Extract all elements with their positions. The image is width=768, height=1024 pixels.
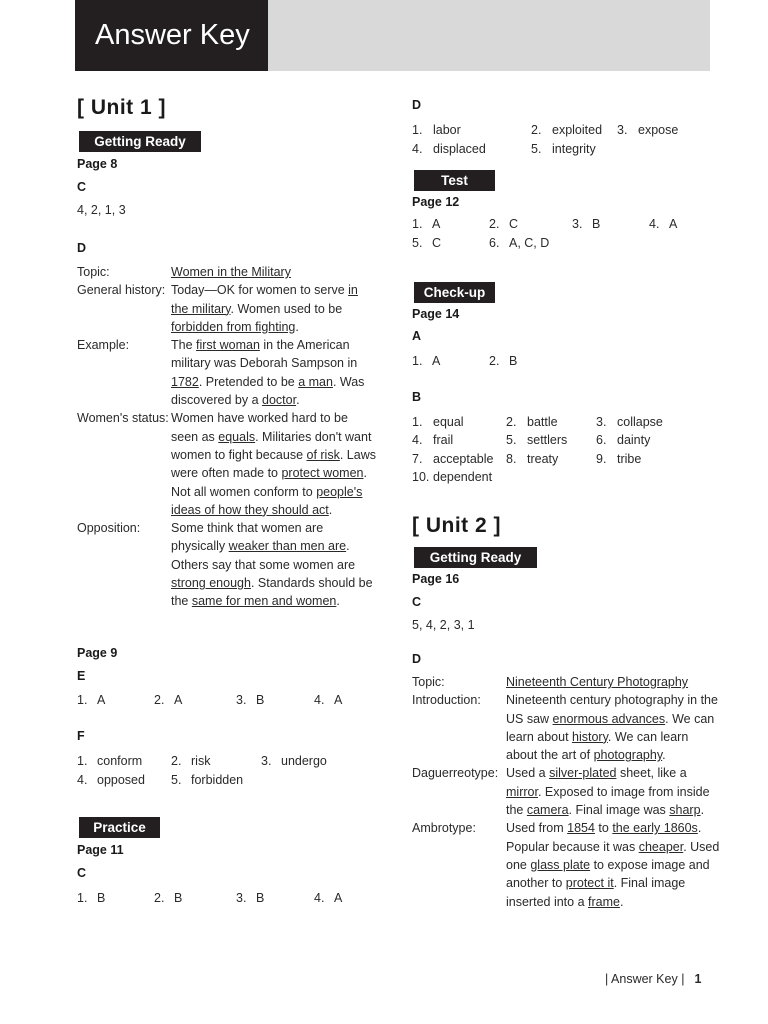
- answer-blank: forbidden from fighting: [171, 319, 296, 334]
- answer-item: [154, 889, 182, 907]
- note-segment: sheet, like a: [616, 766, 687, 781]
- note-label: Topic:: [412, 675, 445, 689]
- answer-item: [617, 121, 678, 139]
- answer-item: [77, 889, 105, 907]
- answer-row: [412, 468, 712, 486]
- answer-number: 3.: [236, 693, 247, 707]
- note-segment: Used from: [506, 821, 568, 836]
- answer-blank: protect women: [281, 466, 364, 481]
- note-segment: . Final image inserted into a: [506, 876, 686, 909]
- note-segment: . Others say that some women are: [171, 539, 356, 572]
- answer-number: 8.: [506, 451, 517, 466]
- answer-number: 1.: [77, 891, 88, 905]
- answer-row: [412, 215, 712, 233]
- note-segment: Today—OK for women to serve: [171, 283, 349, 298]
- note-segment: .: [662, 748, 666, 763]
- answer-number: 1.: [412, 354, 423, 368]
- answer-item: [506, 450, 558, 468]
- answer-item: [236, 691, 264, 709]
- note-segment: Women have worked hard to be seen as: [171, 411, 348, 444]
- answer-blank: a man: [298, 374, 333, 389]
- note-text: [171, 519, 377, 610]
- answer-value: dependent: [433, 469, 493, 484]
- page-label: Page 16: [412, 572, 460, 586]
- answer-item: [596, 431, 650, 449]
- section-letter: F: [77, 729, 85, 743]
- section-letter: C: [77, 866, 87, 880]
- answer-blank: Nineteenth Century Photography: [506, 675, 689, 689]
- note-segment: Some think that women are physically: [171, 521, 324, 554]
- note-segment: . Final image was: [568, 803, 670, 818]
- note-segment: . We can learn about the art of: [506, 729, 689, 763]
- answer-blank: frame: [588, 894, 620, 909]
- section-letter: D: [77, 241, 87, 255]
- note-segment: to expose image and another to: [506, 857, 710, 891]
- note-segment: .: [619, 894, 624, 909]
- answer-blank: glass plate: [530, 857, 591, 872]
- answer-number: 1.: [77, 754, 88, 768]
- answer-blank: sharp: [669, 803, 701, 818]
- note-row: [77, 336, 377, 409]
- answer-value: dainty: [617, 433, 651, 448]
- note-label: Opposition:: [77, 521, 141, 536]
- answer-value: A: [97, 693, 106, 707]
- answer-item: [531, 140, 596, 158]
- note-text: [171, 263, 377, 281]
- page-footer: [605, 972, 701, 986]
- answer-item: [489, 352, 517, 370]
- note-segment: . We can learn about: [506, 711, 715, 744]
- answer-value: settlers: [527, 433, 568, 448]
- answer-value: displaced: [433, 142, 486, 156]
- check-up-tag: Check-up: [414, 282, 495, 303]
- answer-value: A: [334, 891, 343, 905]
- answer-blank: history: [572, 729, 608, 744]
- answer-blank: silver-plated: [549, 766, 617, 781]
- answer-number: 2.: [154, 693, 165, 707]
- answer-value: opposed: [97, 773, 145, 787]
- answer-row: [412, 352, 712, 370]
- page-label: Page 11: [77, 843, 124, 857]
- answer-item: [412, 468, 492, 486]
- answer-value: treaty: [527, 451, 559, 466]
- answer-value: B: [509, 354, 518, 368]
- answer-value: B: [256, 693, 265, 707]
- note-segment: Used a: [506, 766, 550, 781]
- answer-blank: camera: [526, 803, 569, 818]
- answer-blank: 1782: [171, 374, 199, 389]
- section-letter: B: [412, 390, 422, 404]
- answer-item: [506, 431, 567, 449]
- answer-value: undergo: [281, 754, 327, 768]
- answer-blank: first woman: [196, 338, 260, 353]
- note-row: [77, 519, 377, 610]
- answer-blank: enormous advances: [552, 711, 666, 726]
- note-label: Ambrotype:: [412, 821, 476, 836]
- answer-value: B: [592, 217, 601, 231]
- note-segment: . Used one: [506, 839, 720, 872]
- answer-item: [412, 234, 441, 252]
- getting-ready-tag: Getting Ready: [79, 131, 201, 152]
- answer-number: 7.: [412, 451, 423, 466]
- answer-value: integrity: [552, 142, 596, 156]
- section-letter: A: [412, 329, 422, 343]
- note-label: General history:: [77, 283, 166, 298]
- note-row: [77, 281, 377, 336]
- answer-blank: people's ideas of how they should act: [171, 484, 363, 517]
- header-bar: [75, 0, 710, 71]
- answer-number: 1.: [412, 217, 423, 231]
- section-letter: D: [412, 652, 422, 666]
- answer-number: 3.: [236, 891, 247, 905]
- answer-item: [489, 234, 549, 252]
- answer-item: [314, 691, 342, 709]
- answer-number: 3.: [261, 754, 272, 768]
- section-letter: E: [77, 669, 86, 683]
- answer-value: conform: [97, 754, 143, 768]
- answer-item: [649, 215, 677, 233]
- answer-item: [412, 413, 464, 431]
- note-label: Introduction:: [412, 693, 481, 708]
- note-segment: . Women used to be: [230, 301, 343, 316]
- answer-number: 1.: [412, 123, 423, 137]
- answer-number: 5.: [531, 142, 542, 156]
- answer-row: [77, 691, 377, 709]
- page-label: Page 14: [412, 307, 460, 321]
- answer-value: collapse: [617, 415, 663, 429]
- answer-value: labor: [433, 123, 461, 137]
- answer-number: 2.: [489, 354, 500, 368]
- answer-value: battle: [527, 415, 558, 429]
- answer-row: [412, 431, 712, 449]
- answer-number: 3.: [572, 217, 583, 231]
- answer-number: 2.: [171, 754, 182, 768]
- answer-number: 4.: [412, 142, 423, 156]
- answer-value: equal: [433, 415, 464, 429]
- note-text: [171, 409, 377, 519]
- note-segment: . Exposed to image from inside the: [506, 784, 710, 818]
- answer-item: [171, 752, 210, 770]
- answer-number: 4.: [77, 773, 88, 787]
- answer-item: [154, 691, 182, 709]
- note-segment: .: [700, 803, 705, 818]
- note-row: [412, 673, 722, 691]
- answer-number: 4.: [314, 891, 325, 905]
- answer-number: 5.: [412, 236, 423, 250]
- note-text: [506, 764, 722, 819]
- answer-item: [314, 889, 342, 907]
- note-segment: . Pretended to be: [198, 374, 299, 389]
- answer-number: 2.: [506, 415, 517, 429]
- answer-number: 10.: [412, 469, 430, 484]
- notes-table: [412, 673, 722, 911]
- note-segment: . Militaries don't want women to fight because: [171, 429, 372, 462]
- answer-number: 2.: [489, 217, 500, 231]
- answer-value: A, C, D: [509, 236, 550, 250]
- answer-sequence: 4, 2, 1, 3: [77, 203, 126, 217]
- answer-item: [77, 691, 105, 709]
- note-segment: Nineteenth century photography in the US saw: [506, 693, 718, 726]
- answer-row: [412, 234, 712, 252]
- answer-blank: in the military: [171, 283, 358, 316]
- answer-item: [412, 450, 493, 468]
- answer-value: forbidden: [191, 773, 244, 787]
- answer-number: 5.: [171, 773, 182, 787]
- answer-item: [572, 215, 600, 233]
- answer-item: [171, 771, 243, 789]
- answer-row: [77, 771, 377, 789]
- answer-row: [412, 121, 712, 139]
- note-segment: .: [328, 502, 333, 517]
- answer-value: C: [509, 217, 519, 231]
- answer-number: 1.: [77, 693, 88, 707]
- note-segment: . Laws were often made to: [171, 447, 376, 481]
- answer-item: [77, 752, 142, 770]
- answer-blank: the early 1860s: [612, 821, 698, 836]
- answer-row: [412, 450, 712, 468]
- note-text: [171, 336, 377, 409]
- answer-value: exploited: [552, 123, 603, 137]
- answer-item: [412, 352, 440, 370]
- answer-sequence: 5, 4, 2, 3, 1: [412, 618, 475, 632]
- answer-item: [596, 450, 641, 468]
- answer-value: A: [432, 217, 441, 231]
- note-row: [77, 409, 377, 519]
- note-segment: .: [296, 393, 300, 408]
- answer-item: [531, 121, 602, 139]
- note-label: Daguerreotype:: [412, 766, 499, 781]
- note-segment: in the American military was Deborah Sampson in: [171, 338, 358, 371]
- answer-blank: 1854: [567, 821, 595, 836]
- answer-blank: of risk: [306, 447, 340, 462]
- answer-value: A: [432, 354, 441, 368]
- unit-2-title: [ Unit 2 ]: [412, 514, 501, 537]
- answer-value: A: [174, 693, 183, 707]
- answer-value: expose: [638, 123, 679, 137]
- answer-value: frail: [433, 433, 454, 448]
- answer-number: 1.: [412, 415, 423, 429]
- answer-value: C: [432, 236, 442, 250]
- page-number: 1: [694, 972, 702, 986]
- answer-number: 2.: [154, 891, 165, 905]
- answer-number: 6.: [489, 236, 500, 250]
- answer-row: [412, 140, 712, 158]
- note-text: [171, 281, 377, 336]
- answer-item: [412, 121, 461, 139]
- section-letter: C: [412, 595, 422, 609]
- page-label: Page 12: [412, 195, 460, 209]
- answer-blank: equals: [218, 429, 256, 444]
- note-segment: . Standards should be the: [171, 576, 373, 609]
- answer-number: 6.: [596, 433, 607, 448]
- answer-blank: cheaper: [638, 839, 684, 854]
- note-segment: . Was discovered by a: [171, 374, 365, 408]
- note-label: Example:: [77, 338, 130, 353]
- unit-1-title: [ Unit 1 ]: [77, 96, 166, 119]
- note-segment: The: [171, 338, 197, 353]
- answer-item: [596, 413, 663, 431]
- getting-ready-tag: Getting Ready: [414, 547, 537, 568]
- notes-table: [77, 263, 377, 611]
- answer-value: A: [669, 217, 678, 231]
- note-label: Women's status:: [77, 411, 169, 426]
- answer-item: [412, 140, 486, 158]
- footer-label: | Answer Key |: [605, 972, 685, 986]
- answer-blank: mirror: [506, 784, 538, 799]
- answer-item: [412, 215, 440, 233]
- test-tag: Test: [414, 170, 495, 191]
- answer-value: tribe: [617, 451, 642, 466]
- answer-item: [236, 889, 264, 907]
- answer-value: risk: [191, 754, 211, 768]
- note-row: [412, 764, 722, 819]
- answer-blank: Women in the Military: [171, 265, 291, 279]
- note-segment: .: [295, 319, 299, 334]
- answer-row: [77, 752, 377, 770]
- answer-number: 5.: [506, 433, 517, 448]
- answer-number: 9.: [596, 451, 607, 466]
- answer-number: 4.: [314, 693, 325, 707]
- answer-item: [261, 752, 327, 770]
- answer-row: [77, 889, 377, 907]
- answer-item: [77, 771, 145, 789]
- note-label: Topic:: [77, 265, 110, 279]
- note-text: [506, 819, 722, 910]
- answer-value: B: [97, 891, 106, 905]
- note-segment: .: [336, 594, 340, 609]
- note-text: [506, 673, 722, 691]
- answer-value: B: [256, 891, 265, 905]
- answer-blank: protect it: [565, 876, 614, 891]
- note-row: [412, 819, 722, 910]
- answer-item: [489, 215, 518, 233]
- page-label: Page 8: [77, 157, 118, 171]
- answer-item: [506, 413, 558, 431]
- answer-blank: weaker than men are: [228, 539, 347, 554]
- answer-number: 4.: [649, 217, 660, 231]
- answer-item: [412, 431, 453, 449]
- practice-tag: Practice: [79, 817, 160, 838]
- answer-number: 3.: [596, 415, 607, 429]
- answer-number: 4.: [412, 433, 423, 448]
- note-row: [77, 263, 377, 281]
- note-segment: . Popular because it was: [506, 821, 702, 854]
- section-letter: C: [77, 180, 87, 194]
- answer-blank: photography: [593, 748, 663, 763]
- note-text: [506, 691, 722, 764]
- answer-blank: doctor: [262, 393, 297, 408]
- answer-number: 3.: [617, 123, 628, 137]
- answer-blank: same for men and women: [191, 594, 337, 609]
- answer-number: 2.: [531, 123, 542, 137]
- answer-value: A: [334, 693, 343, 707]
- answer-value: B: [174, 891, 183, 905]
- answer-row: [412, 413, 712, 431]
- note-segment: to: [594, 821, 613, 836]
- section-letter: D: [412, 98, 422, 112]
- page-label: Page 9: [77, 646, 118, 660]
- answer-blank: strong enough: [171, 576, 251, 591]
- page-title: Answer Key: [75, 0, 268, 71]
- note-segment: . Not all women conform to: [171, 466, 367, 499]
- note-row: [412, 691, 722, 764]
- answer-value: acceptable: [433, 451, 494, 466]
